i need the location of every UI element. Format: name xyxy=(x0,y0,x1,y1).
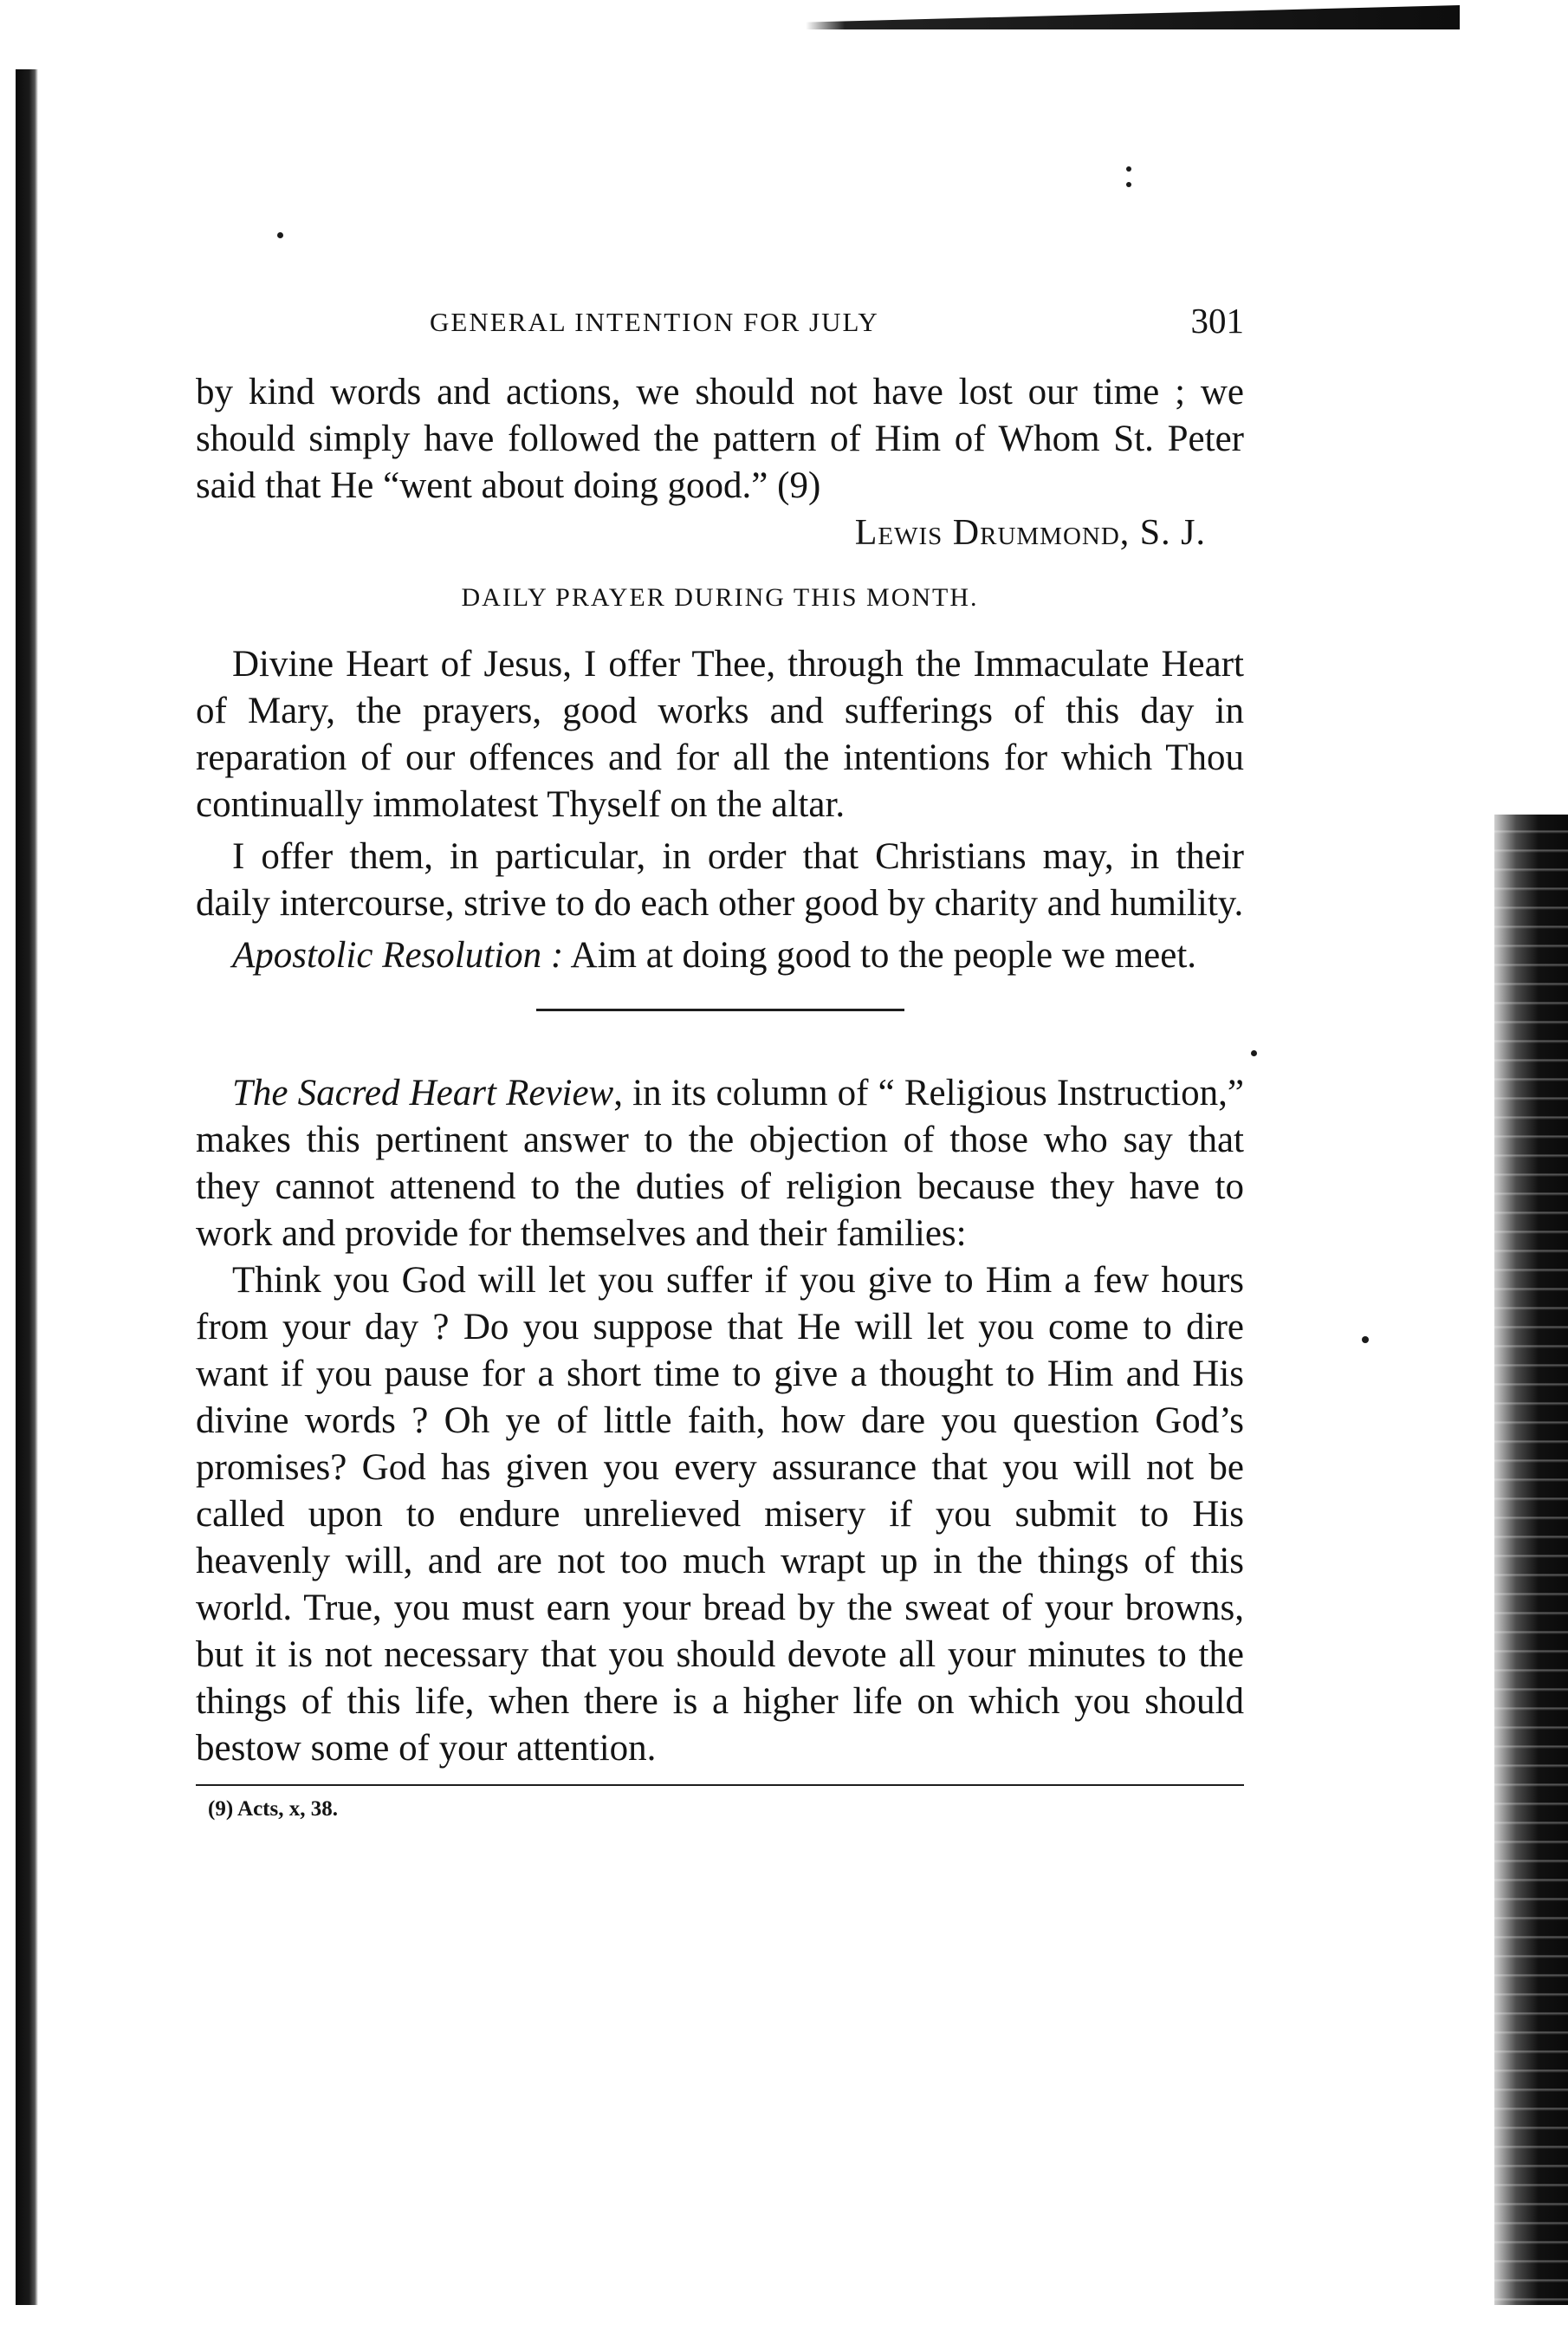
section-divider xyxy=(536,1009,904,1011)
author-signature: Lewis Drummond, S. J. xyxy=(854,513,1206,553)
daily-prayer-heading: DAILY PRAYER DURING THIS MONTH. xyxy=(461,583,979,612)
prayer-paragraph: I offer them, in particular, in order that Christians may, in their daily intercourse, strive to do each other good by charity and humility. xyxy=(196,836,1244,924)
footnote: (9) Acts, x, 38. xyxy=(208,1797,338,1821)
running-head xyxy=(196,300,1244,343)
review-intro xyxy=(196,1070,1244,1257)
scan-speck xyxy=(1126,182,1131,187)
review-source-title: The Sacred Heart Review xyxy=(232,1073,614,1114)
continuation-paragraph: by kind words and actions, we should not have lost our time ; we should simply have followed the pattern of Him of Whom St. Peter said that He “went about doing good.” (9) xyxy=(196,372,1244,506)
apostolic-resolution xyxy=(196,932,1244,979)
resolution-text: Aim at doing good to the people we meet. xyxy=(563,935,1197,976)
scan-edge-left xyxy=(16,69,38,2305)
scan-edge-right xyxy=(1494,815,1568,2305)
running-title: GENERAL INTENTION FOR JULY xyxy=(430,307,879,337)
review-intro-text: , in its column of “ Religious Instruction,” makes this pertinent answer to the objection of those who say that they cannot attenend to the duties of religion because they have to work and provide for themselves and their families: xyxy=(196,1073,1245,1254)
resolution-label: Apostolic Resolution : xyxy=(232,935,564,976)
scan-edge-top xyxy=(806,5,1460,29)
review-quote: Think you God will let you suffer if you give to Him a few hours from your day ? Do you suppose that He will let you come to dire want if you pause for a short time to give a thought to Him and His divine words ? Oh ye of little faith, how dare you question God’s promises? God has given you every assurance that you will not be called upon to endure unrelieved misery if you submit to His heavenly will, and are not too much wrapt up in the things of this world. True, you must earn your bread by the sweat of your browns, but it is not necessary that you should devote all your minutes to the things of this life, when there is a higher life on which you should bestow some of your attention. xyxy=(196,1260,1244,1769)
prayer-paragraph: Divine Heart of Jesus, I offer Thee, through the Immaculate Heart of Mary, the prayers, good works and sufferings of this day in reparation of our offences and for all the intentions for which Thou continually immolatest Thyself on the altar. xyxy=(196,644,1244,825)
scan-speck xyxy=(277,232,283,238)
page-body xyxy=(196,369,1244,1824)
scan-speck xyxy=(1126,166,1131,172)
scan-speck xyxy=(1362,1336,1369,1343)
scan-speck xyxy=(1251,1050,1257,1056)
page-number: 301 xyxy=(1190,301,1244,341)
footnote-divider xyxy=(196,1784,1244,1786)
